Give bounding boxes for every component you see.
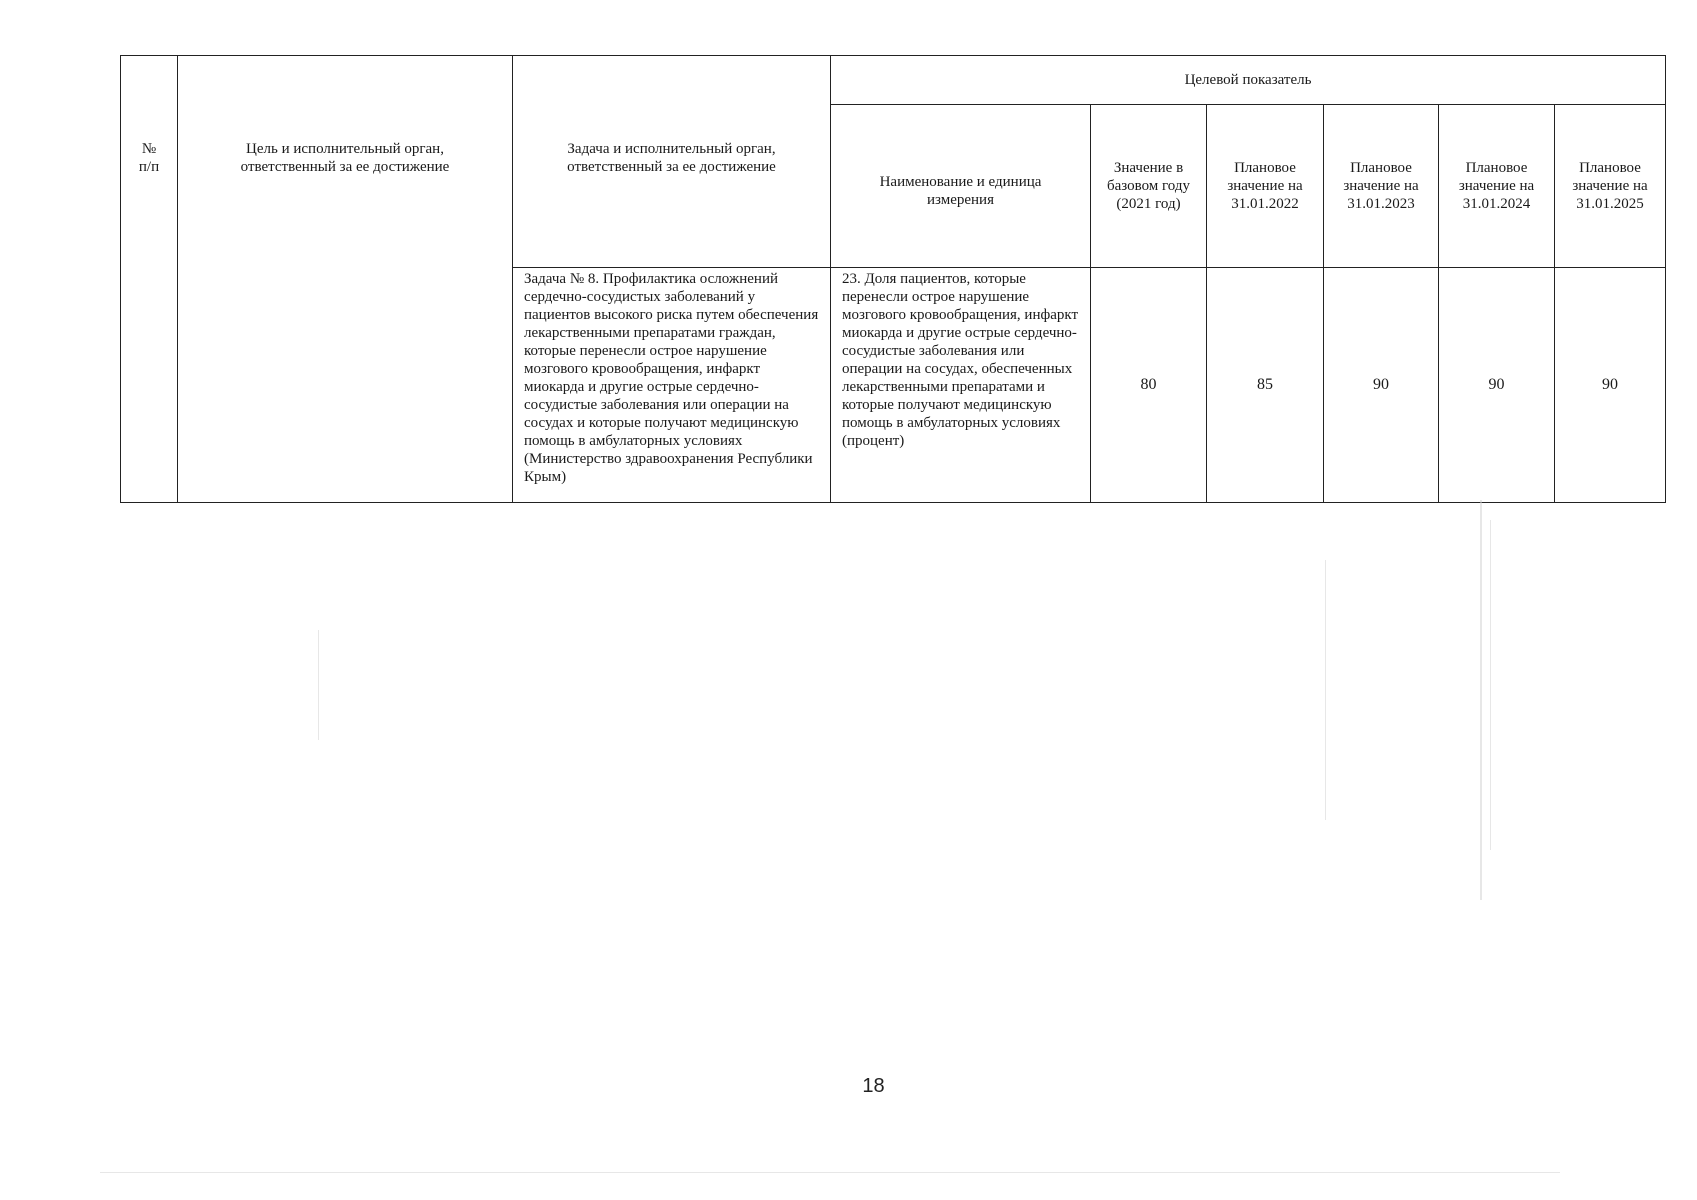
scan-artifact bbox=[1325, 560, 1326, 820]
plan-2024-cell: 90 bbox=[1439, 268, 1555, 503]
plan-2023-cell: 90 bbox=[1324, 268, 1439, 503]
header-base-value: Значение в базовом году (2021 год) bbox=[1091, 105, 1207, 268]
plan-2022-cell: 85 bbox=[1207, 268, 1324, 503]
scan-artifact bbox=[1490, 520, 1491, 850]
scan-artifact bbox=[100, 1172, 1560, 1173]
header-plan-2023: Плановое значение на 31.01.2023 bbox=[1324, 105, 1439, 268]
scan-artifact bbox=[318, 630, 319, 740]
header-plan-2025: Плановое значение на 31.01.2025 bbox=[1555, 105, 1666, 268]
task-cell: Задача № 8. Профилактика осложнений сердечно-сосудистых заболеваний у пациентов высокого риска путем обеспечения лекарственными препаратами граждан, которые перенесли острое нарушение мозгового кровообращения, инфаркт миокарда и другие острые сердечно-сосудистые заболевания или операции на сосудах и которые получают медицинскую помощь в амбулаторных условиях (Министерство здравоохранения Республики Крым) bbox=[513, 268, 831, 503]
header-indicator-name: Наименование и единица измерения bbox=[831, 105, 1091, 268]
header-goal: Цель и исполнительный орган, ответственный за ее достижение bbox=[178, 56, 513, 503]
indicator-cell: 23. Доля пациентов, которые перенесли острое нарушение мозгового кровообращения, инфаркт миокарда и другие острые сердечно-сосудистые заболевания или операции на сосудах, обеспеченных лекарственными препаратами и которые получают медицинскую помощь в амбулаторных условиях (процент) bbox=[831, 268, 1091, 503]
header-target-indicator: Целевой показатель bbox=[831, 56, 1666, 105]
header-plan-2024: Плановое значение на 31.01.2024 bbox=[1439, 105, 1555, 268]
base-value-cell: 80 bbox=[1091, 268, 1207, 503]
scan-artifact bbox=[1480, 500, 1482, 900]
plan-2025-cell: 90 bbox=[1555, 268, 1666, 503]
header-num: № п/п bbox=[121, 56, 178, 503]
header-plan-2022: Плановое значение на 31.01.2022 bbox=[1207, 105, 1324, 268]
header-row-1 bbox=[121, 56, 1666, 105]
header-task: Задача и исполнительный орган, ответственный за ее достижение bbox=[513, 56, 831, 268]
page-number: 18 bbox=[862, 1075, 885, 1097]
target-indicators-table bbox=[120, 55, 1666, 503]
